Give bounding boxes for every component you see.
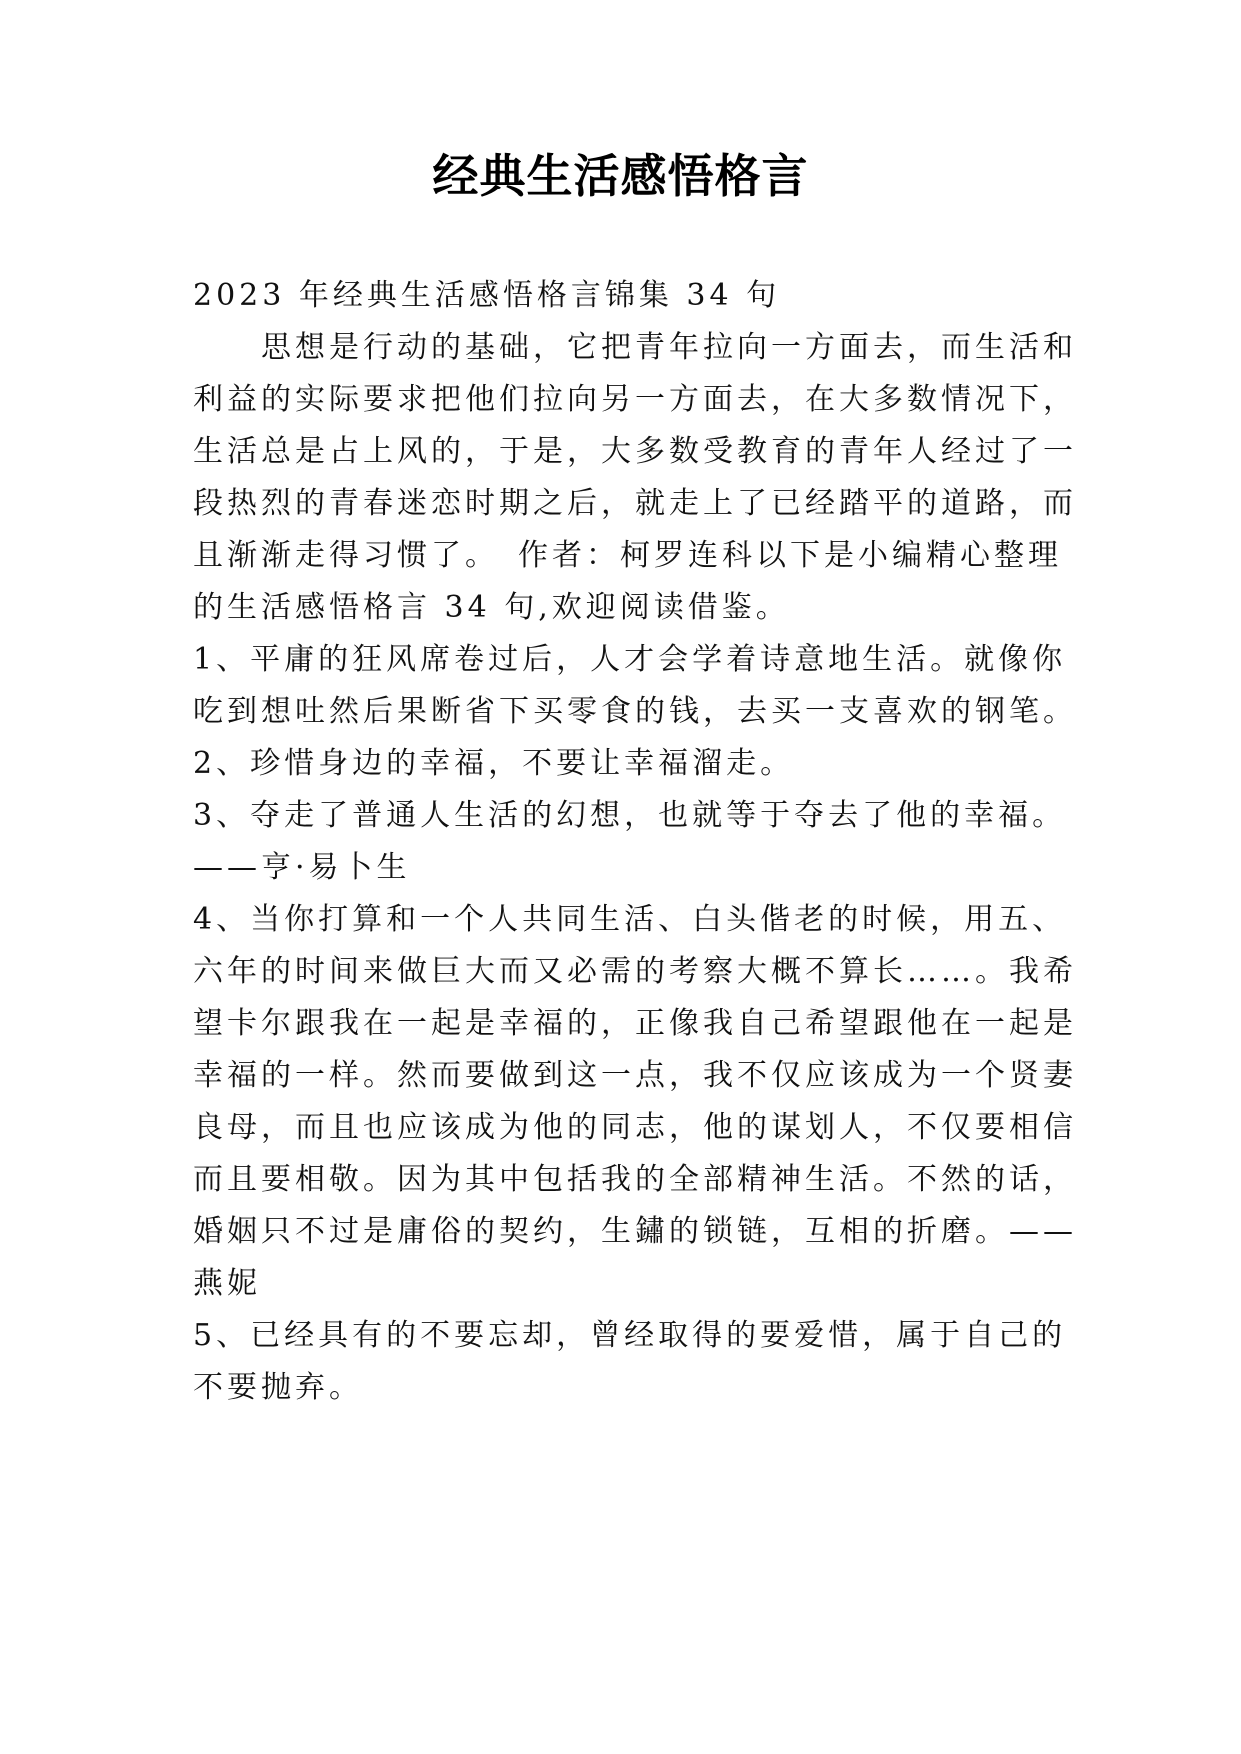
text-line: 生活总是占上风的，于是，大多数受教育的青年人经过了一 (193, 434, 1077, 469)
text-line: 1、平庸的狂风席卷过后，人才会学着诗意地生活。就像你 (193, 642, 1067, 677)
text-line: 利益的实际要求把他们拉向另一方面去，在大多数情况下， (193, 382, 1077, 417)
text-line: 幸福的一样。然而要做到这一点，我不仅应该成为一个贤妻 (193, 1058, 1077, 1093)
text-line: 而且要相敬。因为其中包括我的全部精神生活。不然的话， (193, 1162, 1077, 1197)
text-line: ——亨·易卜生 (193, 850, 411, 885)
text-line: 且渐渐走得习惯了。 作者：柯罗连科以下是小编精心整理 (193, 538, 1062, 573)
text-line: 良母，而且也应该成为他的同志，他的谋划人，不仅要相信 (193, 1110, 1077, 1145)
text-line: 婚姻只不过是庸俗的契约，生鏽的锁链，互相的折磨。—— (193, 1214, 1077, 1249)
subtitle-line: 2023 年经典生活感悟格言锦集 34 句 (193, 278, 781, 313)
text-line: 六年的时间来做巨大而又必需的考察大概不算长……。我希 (193, 954, 1077, 989)
text-line: 的生活感悟格言 34 句,欢迎阅读借鉴。 (193, 590, 790, 625)
text-line: 燕妮 (193, 1266, 261, 1301)
text-line: 段热烈的青春迷恋时期之后，就走上了已经踏平的道路，而 (193, 486, 1077, 521)
text-line: 4、当你打算和一个人共同生活、白头偕老的时候，用五、 (193, 902, 1067, 937)
text-line: 吃到想吐然后果断省下买零食的钱，去买一支喜欢的钢笔。 (193, 694, 1077, 729)
text-line: 望卡尔跟我在一起是幸福的，正像我自己希望跟他在一起是 (193, 1006, 1077, 1041)
text-line: 2、珍惜身边的幸福，不要让幸福溜走。 (193, 746, 795, 781)
text-line: 5、已经具有的不要忘却，曾经取得的要爱惜，属于自己的 (193, 1318, 1067, 1353)
text-line: 不要抛弃。 (193, 1370, 363, 1405)
text-line: 思想是行动的基础，它把青年拉向一方面去，而生活和 (193, 330, 1077, 365)
document-title: 经典生活感悟格言 (432, 149, 809, 203)
text-line: 3、夺走了普通人生活的幻想，也就等于夺去了他的幸福。 (193, 798, 1067, 833)
